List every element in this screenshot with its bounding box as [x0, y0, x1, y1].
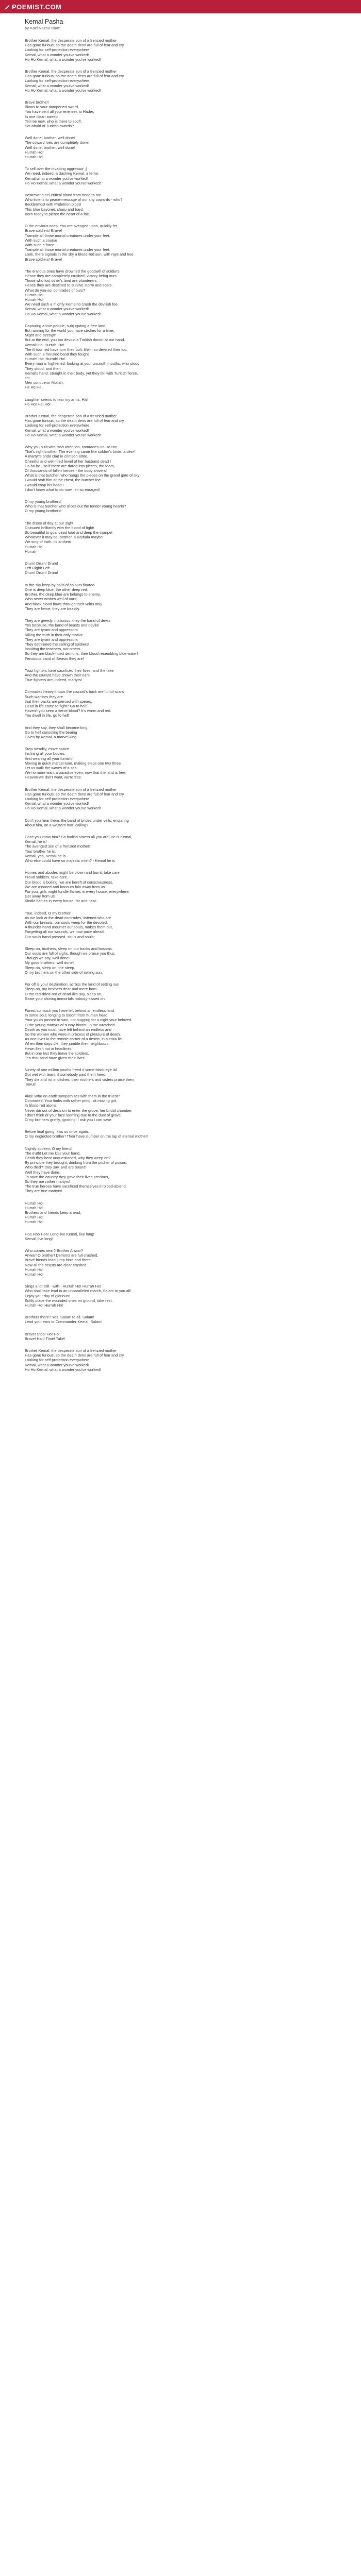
poem-line: Get away from us. [25, 894, 56, 899]
poem-line: They are tyrant and oppressors [25, 628, 78, 633]
poem-line: They are true martyrs! [25, 1189, 62, 1194]
poem-line: Death as you must have left behind an endless and [25, 1027, 112, 1032]
stanza [25, 1094, 336, 1122]
poem-author: by Kazi Nazrul Islam [25, 26, 61, 30]
stanza [25, 193, 336, 216]
poem-line: So they are rather martyrs! [25, 1179, 70, 1184]
poem-line: They are greedy, malicious, they the band of devils [25, 618, 111, 623]
poem-line: Alas! Who on earth sympathizes with them in the truest? [25, 1093, 120, 1098]
poem-line: Ferocious band of Beasts they are! [25, 656, 84, 661]
poem-line: Trample all those mortal creatures under your feet. [25, 247, 110, 252]
stanza [25, 445, 336, 492]
poem-line: O my young brothers! [25, 509, 62, 514]
poem-line: They stood, and then, [25, 366, 62, 371]
poem-line: Kemal, he is! [25, 839, 47, 844]
poem-line: One is deep blue, the other deep red. [25, 587, 88, 592]
stanza [25, 818, 336, 827]
poem-line: Well they have done, [25, 1170, 60, 1175]
poem-line: But running for the world you have strokes for a time, [25, 328, 114, 333]
poem-line: In the sky keep by balls of colours floated [25, 582, 95, 587]
poem-line: Kemal, what a wonder you've worked! [25, 801, 89, 806]
poem-title: Kemal Pasha [25, 18, 63, 25]
poem-line: Hurrah Ho! [25, 149, 44, 155]
poem-line: Laughter seems to tear my arms, Ha! [25, 397, 88, 402]
poem-line: Ten thousand have given their lives! [25, 1055, 86, 1060]
poem-line: Brother Kemal, the desperate son of a frenzied mother [25, 1348, 117, 1353]
poem-line: That's right brother! The evening came like soldier's bride; a dew! [25, 449, 135, 454]
poem-line: Dead in life come to fight? Go to hell! [25, 703, 88, 708]
poem-line: I would stab him at the chest, the butcher foe [25, 478, 101, 483]
poem-line: Our souls hand pressed, souls and souls! [25, 934, 95, 939]
poem-line: Beddermost with Proletiron blood [25, 202, 81, 207]
poem-line: Brave friends lead jump here and there, [25, 1258, 92, 1263]
stanza [25, 166, 336, 185]
poem-line: As one lives in the remote corner of a desert, in a crow lie. [25, 1037, 123, 1042]
poem-line: True, indeed, O my brother! [25, 910, 72, 916]
poem-line: Capturing a true people, subjugating a free land, [25, 323, 107, 328]
poem-line: So the women who were in process of pleasure of death, [25, 1031, 121, 1037]
stanza [25, 397, 336, 406]
poem-body [25, 38, 336, 1372]
stanza [25, 1129, 336, 1139]
poem-line: O my neglected brother! Their have slumber on the lap of eternal mother! [25, 1134, 148, 1139]
poem-line: Sleep on, my brothers dear and mere born. [25, 987, 98, 992]
stanza [25, 324, 336, 390]
poem-line: Anwar! O brother! Demons are full crushed, [25, 1253, 99, 1258]
poem-line: The envious ones have drowned the goodwill of soldiers [25, 268, 120, 274]
poem-line: Looking for self-protection everywhere. [25, 78, 91, 83]
poem-line: Tell me now, who is there to scoff, [25, 118, 82, 124]
poem-line: And black blood flows through their veins only [25, 601, 102, 606]
stanza [25, 1315, 336, 1324]
poem-line: Looking for self-protection everywhere. [25, 423, 91, 428]
poem-line: Forest so much you have left behind an endless land [25, 1008, 114, 1013]
stanza [25, 1067, 336, 1087]
poem-line: Kemal, what a wonder you've worked! [25, 1362, 89, 1367]
poem-line: Has gone furious; so the death dens are full of fear and cry [25, 791, 124, 796]
poem-line: Raise your shining immortals nobody-kissed on. [25, 996, 106, 1001]
poem-line: Sleep on, brothers, sleep on our backs and bosoms. [25, 946, 113, 951]
stanza [25, 135, 336, 159]
poem-line: Whatever it may be, brother, a Karbala maybe! [25, 535, 104, 540]
poem-line: Forgetting all our wounds, we now pace ahead. [25, 929, 105, 935]
poem-line: With such a frenzied band they fought [25, 351, 89, 357]
poem-line: Ho ho ho , so if there are dared into pieces, the fears, [25, 463, 115, 468]
poem-line: Hurrah! Ho! Hurrah! Ho! [25, 357, 65, 362]
poem-line: Your brother he is. [25, 849, 56, 854]
poem-line: Inclining all your bodies. [25, 751, 65, 756]
poem-line: Hurrah Ho [25, 544, 43, 549]
poem-line: Drum! Drum! Drum! [25, 570, 58, 575]
poem-line: A thunder-hand mourner our souls, makes them out, [25, 925, 113, 930]
poem-line: To sell over the invading aggressor ;) [25, 166, 87, 172]
stanza [25, 1248, 336, 1277]
poem-line: Sleep on, sleep on, the steep. [25, 965, 75, 970]
stanza [25, 414, 336, 437]
poem-line: I don't know what to do now, I'm so enraged! [25, 487, 100, 492]
poem-line: The coward foes are completely done! [25, 140, 90, 145]
poem-line: Looking for self-protection everywhere. [25, 796, 91, 801]
poem-line: Left Right! Left [25, 566, 50, 571]
poem-line: Brother Kemal, the desperate son of a frenzied mother [25, 414, 117, 418]
poem-line: Ho Ho Kemal, what a wonder you've worked! [25, 1367, 101, 1372]
poem-line: Set afraid of Turkish swords? [25, 124, 74, 129]
poem-line: Who is that butcher who slices out the tender young hearts? [25, 504, 126, 509]
poem-line: My good brothers, well done! [25, 960, 74, 965]
stanza [25, 38, 336, 62]
site-header [0, 0, 361, 13]
poem-line: They die and rot in ditches; their mothers and sisters praise them, [25, 1077, 136, 1082]
poem-line: Bestrewing eel-critical blood from head to toe [25, 193, 101, 198]
poem-line: Insulting the teachers, not others. [25, 647, 81, 652]
poem-line: Who comes near? Brother Anwar? [25, 1248, 83, 1253]
poem-line: I would chop his head ! [25, 482, 64, 487]
stanza [25, 1332, 336, 1341]
poem-line: Who never wishes well of ours; [25, 597, 77, 602]
poem-line: They are tyrant and oppressors [25, 637, 78, 642]
poem-line: Don't you hear them, the band of brides under veils, enquiring [25, 818, 129, 823]
poem-line: Hurrah Ho! [25, 1219, 44, 1225]
poem-line: The avenged son of a frenzied mother! [25, 844, 90, 849]
poem-line: Brother Kemal, the desperate son of a frenzied mother [25, 69, 117, 74]
poem-line: Death they bear unquestioned, why they weep on? [25, 1155, 111, 1160]
poem-line: Hewn flesh not in headlines. [25, 1046, 73, 1051]
stanza [25, 100, 336, 128]
poem-line: Lend your ears to Commander Kemal, Salam! [25, 1319, 103, 1325]
poem-line: About him, on a western mar, calling? [25, 822, 89, 827]
poem-line: Brothers there? Yes. Salam to all. Salam! [25, 1315, 94, 1320]
poem-line: And the coward have shown their ears [25, 672, 90, 677]
poem-line: Though we say, well done! [25, 956, 70, 961]
poem-line: But at the end, you too devoid a Turkish doctor at our hand. [25, 337, 125, 343]
poem-line: So they are black-hued demons; their blood resembling blue water! [25, 651, 138, 656]
poem-line: Brother Kemal, the desperate son of a frenzied mother [25, 38, 117, 43]
poem-line: Killing the truth in their only motive [25, 632, 83, 637]
poem-line: They are fierce; they are beastly. [25, 606, 80, 611]
poem-line: Kemal, what a wonder you've worked! [25, 52, 89, 57]
stanza [25, 747, 336, 779]
poem-line: Well done, brother, well done! [25, 145, 75, 150]
poem-line: He He He! [25, 385, 43, 390]
poem-line: Kemal's hand, straight in their body, yet they fell with Turkish fierce, [25, 370, 138, 376]
poem-line: Kemal, what a wonder you've worked! [25, 307, 89, 312]
poem-line: True fighters are, indeed, martyrs! [25, 677, 83, 683]
poem-line: Brave soldiers! Brave! [25, 257, 62, 262]
poem-line: For you, girls might fundle flames in every house, everywhere, [25, 889, 130, 894]
poem-line: And wearing all your fumish! [25, 756, 73, 761]
poem-line: Hurrah Ho! [25, 1200, 44, 1206]
poem-line: Hurrah [25, 549, 37, 554]
poem-line: Ho Ho Kemal, what a wonder you've worked! [25, 88, 101, 93]
stanza [25, 946, 336, 975]
poem-line: Those who lost other's land are plunderers, [25, 278, 98, 283]
poem-line: With such a force [25, 242, 55, 247]
poem-line: Why you built with rash attention, comrades Ho Ho Ho! [25, 445, 118, 450]
poem-line: Ho Ho Kemal, what a wonder you've worked! [25, 806, 101, 811]
poem-line: A martyr's bride clad in crimson attire, [25, 454, 88, 459]
poem-line: Hurrah Ho! [25, 1205, 44, 1210]
stanza [25, 618, 336, 661]
quill-icon [4, 4, 10, 10]
stanza [25, 911, 336, 939]
stanza [25, 689, 336, 718]
poem-line: Kemal,what a wonder you've worked! [25, 176, 88, 181]
poem-line: Kindle flames in every house, far and near. [25, 899, 97, 904]
poem-line: Kemal, what a wonder you've worked! [25, 428, 89, 433]
poem-line: O my brothers grimly, ignoring! I ask you I can save. [25, 1117, 112, 1122]
poem-line: Brother, the deep blue are belongs to enemy. [25, 592, 101, 597]
poem-line: Look, there signals in the sky a blood-red sun, with rays and hue [25, 252, 134, 257]
stanza [25, 583, 336, 611]
poem-line: 'Seruti' [25, 1081, 37, 1087]
poem-line: Never die out of decision to enter the grove, her bridal chamber. [25, 1108, 133, 1113]
poem-line: Such warriors they are [25, 694, 63, 699]
stanza [25, 1348, 336, 1372]
poem-line: Comrades heavy knows the coward's back are full of scars [25, 689, 124, 694]
poem-line: Brave! Halt! Time! Take! [25, 1336, 65, 1341]
poem-line: Brother Kemal, the desperate son of a frenzied mother [25, 787, 117, 792]
poem-line: They dethroned the calling of soldiers! [25, 641, 89, 647]
poem-line: Kemal, yes, Kemal he is - [25, 853, 68, 858]
poem-line: This blue bayonet, sharp and hard, [25, 207, 84, 212]
poem-line: Kemal, what a wonder you've worked! [25, 83, 89, 88]
poem-line: Might and strength, [25, 333, 58, 338]
stanza [25, 69, 336, 93]
poem-line: You have sent all your enemies to Hades [25, 109, 94, 114]
poem-line: The ill tour red have torn their bolt, lifelin so devised their loc. [25, 347, 127, 352]
poem-line: Haven't you seen a fierce blood? It's warm and red. [25, 708, 111, 714]
poem-line: Hence they are completely crushed, victory being ours. [25, 273, 118, 278]
poem-line: We sing of truth, its anthem [25, 539, 71, 545]
poem-line: Go to hell consoling the beaing [25, 730, 77, 735]
poem-line: We need, indeed, a dashing Kemal, a terror. [25, 171, 100, 176]
poem-line: Hurrah Ho! [25, 1267, 44, 1272]
stanza [25, 561, 336, 575]
poem-line: Hence they are destined to survive storm and scars. [25, 283, 113, 288]
poem-line: Hurrah Ho! [25, 292, 44, 297]
stanza [25, 521, 336, 554]
stanza [25, 1232, 336, 1241]
poem-line: Nightly spoken, O my friend [25, 1146, 72, 1151]
poem-line: Drum! Drum! Drum! [25, 561, 58, 566]
poem-line: O the red-dried-red of dead-like-sky, sleep on, [25, 991, 103, 996]
poem-line: I don't think of your face looming due to the dust of grave. [25, 1112, 122, 1117]
poem-line: With our breasts, our souls weep for the devoted. [25, 920, 108, 925]
site-logo-text: POEMIST.COM [12, 3, 62, 11]
poem-line: We no more want a paradise even, now that the land is free. [25, 770, 127, 775]
poem-line: Kemal, live long! [25, 1236, 53, 1241]
poem-line: Well done, brother, well done! [25, 135, 75, 141]
poem-line: With such a course [25, 238, 57, 243]
poem-line: What is that butcher, who hangs the pieces on the grand gate of sky! [25, 473, 141, 478]
poem-line: Moving in quick martial tune, making steps one two three [25, 760, 121, 766]
poem-line: O the young martyrs of sunny-bloom! In the wretched [25, 1022, 115, 1027]
poem-line: Yes because, the band of beasts and devils! [25, 623, 100, 628]
poem-line: Of thousands of fallen heroes - the body shivers! [25, 468, 107, 473]
poem-line: Looking for self-protection everywhere. [25, 1358, 91, 1363]
poem-line: As we look at the dead comrades, listened who are [25, 915, 111, 920]
stanza [25, 668, 336, 683]
poem-line: Ho Ho! Ha! Ho! [25, 401, 51, 406]
poem-line: Our souls are full of sighs, though we praise you thus. [25, 951, 116, 956]
poem-line: Born ready to pierce the heart of a foe. [25, 211, 90, 216]
poem-line: The truth! Let me kiss your hand. [25, 1150, 81, 1156]
poem-line: We are assured and honours fain away from us [25, 884, 105, 889]
poem-line: Your youth passed in vain, not hugging for a night your beloved. [25, 1018, 133, 1023]
poem-line: Our blood is boiling, we are bereft of consciousness, [25, 879, 113, 885]
poem-line: In blood-red atoms, [25, 1103, 58, 1108]
poem-line: What do you-so, comrades of ours? [25, 287, 86, 293]
poem-line: Men conqueror Mollah, [25, 380, 64, 385]
poem-line: Who else could have so majestic mien? - Kemal he is [25, 858, 115, 863]
stanza [25, 269, 336, 316]
poem-line: Blows to your dampened sword. [25, 105, 79, 110]
poem-line: O the envious ones! You are avenged upon, quickly fet. [25, 224, 118, 229]
poem-line: Heaven we don't want, we're free. [25, 775, 82, 780]
poem-line: O my young brothers! [25, 499, 62, 504]
poem-line: Cheerful and well-fired fewel of her husband dead ! [25, 459, 111, 464]
poem-line: Hurrah Ho! [25, 297, 44, 302]
poem-line: Enjoy your day of glorious! [25, 1293, 70, 1298]
poem-line: Who shall take lead in an unparalleled march, Salam to you all! [25, 1289, 132, 1294]
poem-line: Softly place the wounded ones on ground, take rest. [25, 1298, 113, 1303]
stanza [25, 1284, 336, 1308]
poem-line: We need such a mighty Kemal to crush the devilish foe. [25, 302, 119, 307]
stanza [25, 1201, 336, 1225]
poem-line: Now all the beasts are clear crushed. [25, 1262, 88, 1267]
stanza [25, 870, 336, 903]
poem-line: Proud soldiers, take care. [25, 875, 68, 880]
poem-line: Trust fighters have sacrificed their lives, and the fake [25, 668, 114, 673]
poem-line: The true heroes have sacrificed themselves in blood-ablend, [25, 1184, 127, 1189]
poem-line: To save the country they gave their lives precious, [25, 1174, 109, 1179]
poem-line: Has gone furious; so the death dens are full of fear and cry [25, 1353, 124, 1358]
poem-line: Comrades! Your limbs with rather pring, sit moving grit, [25, 1098, 118, 1104]
stanza [25, 224, 336, 262]
poem-line: Don't you know him? So foolish sisters all you are! He is Kemal, [25, 835, 133, 840]
poem-line: By principle they brought, drinking from the pitcher of poison; [25, 1160, 127, 1165]
stanza [25, 835, 336, 863]
poem-line: Sings a lot still - with - Hurrah Ho! Hurrah Ho! [25, 1284, 101, 1289]
poem-line: Ninety of one million youths freed it some black-eye lid [25, 1067, 117, 1073]
stanza [25, 787, 336, 811]
stanza [25, 1008, 336, 1060]
poem-line: Who died?' they say. and are bound! [25, 1165, 87, 1170]
poem-line: Brave brother! [25, 100, 49, 105]
poem-line: Brave! Stop! Ho! Ho! [25, 1331, 60, 1336]
poem-line: Ho Ho Kemal, what a wonder you've worked! [25, 311, 101, 316]
poem-line: And they say, they shall become king, [25, 725, 89, 730]
poem-line: The drees of day at our sight [25, 520, 74, 526]
site-logo[interactable] [4, 3, 62, 11]
poem-line: Ho Ho Kemal, what a wonder you've worked! [25, 57, 101, 62]
poem-line: Looking for self-protection everywhere. [25, 47, 91, 53]
poem-line: Brave soldiers! Brave! [25, 228, 62, 233]
poem-line: Ho Ho Kemal, what a wonder you've worked! [25, 432, 101, 437]
poem-line: Hurrah Ho! [25, 1272, 44, 1277]
stanza [25, 1146, 336, 1194]
poem-line: Trample all those mortal creatures under your feet. [25, 233, 110, 238]
poem-line: Coloured brilliantly with the blood of fight! [25, 525, 94, 530]
poem-line: Has gone furious; so the death dens are full of fear and cry [25, 43, 124, 48]
poem-line: Hoo Hoo Hoo! Long live Kemal, live long! [25, 1231, 94, 1236]
poem-line: In one clean sweep. [25, 114, 59, 119]
poem-line: O my brothers on the other side of selling sun. [25, 970, 103, 975]
poem-line: Given by Kemal, a marvel king [25, 734, 77, 739]
poem-line: Homes and abodes might be blown and burnt, take care [25, 870, 120, 875]
poem-line: Hurrah Ho! [25, 1215, 44, 1220]
poem-line: Before final going, kiss us once again. [25, 1129, 89, 1134]
poem-line: Brothers and friends keep ahead, [25, 1210, 81, 1215]
poem-line: When their days die, they jumble their neighbours; [25, 1041, 110, 1046]
poem-line: Hurrah Ho! Hurrah Ho! [25, 1303, 63, 1308]
poem-line: Has gone furious; so the death dens are full of fear and cry [25, 418, 124, 423]
poem-line: Step steadily, move space [25, 747, 69, 752]
stanza [25, 725, 336, 740]
poem-line: So beautiful to goal dead loud and deep the trumpet [25, 530, 113, 535]
poem-line: cit! [25, 375, 30, 380]
poem-line: Hurrah Ho! [25, 155, 44, 160]
poem-line: But in one lest they leave the soldiers, [25, 1050, 89, 1056]
poem-line: Has gone furious; so the death dens are full of fear and cry [25, 74, 124, 79]
poem-line: Let us walk the waves of a sea [25, 765, 77, 770]
poem-line: Who listens to peace-message of our shy cowards - who? [25, 197, 123, 202]
poem-line: that their backs are pierced with spears. [25, 699, 92, 704]
poem-article [25, 18, 336, 1379]
poem-line: In some soul, longing to bloom from human head [25, 1013, 108, 1018]
poem-line: For off is your destination, across the land of setting sun [25, 982, 120, 987]
poem-line: Ho Ho Kemal, what a wonder you've worked! [25, 180, 101, 185]
poem-line: You dwell in life, go to hell! [25, 713, 70, 718]
stanza [25, 499, 336, 514]
stanza [25, 982, 336, 1001]
poem-line: Kemal! Ho! Hurrah! Ho! [25, 342, 64, 347]
poem-line: Every man is frightened, looking at your uncouth mouths, who stood [25, 361, 140, 366]
poem-line: Got wet with tears, if somebody paid them heed, [25, 1072, 107, 1077]
